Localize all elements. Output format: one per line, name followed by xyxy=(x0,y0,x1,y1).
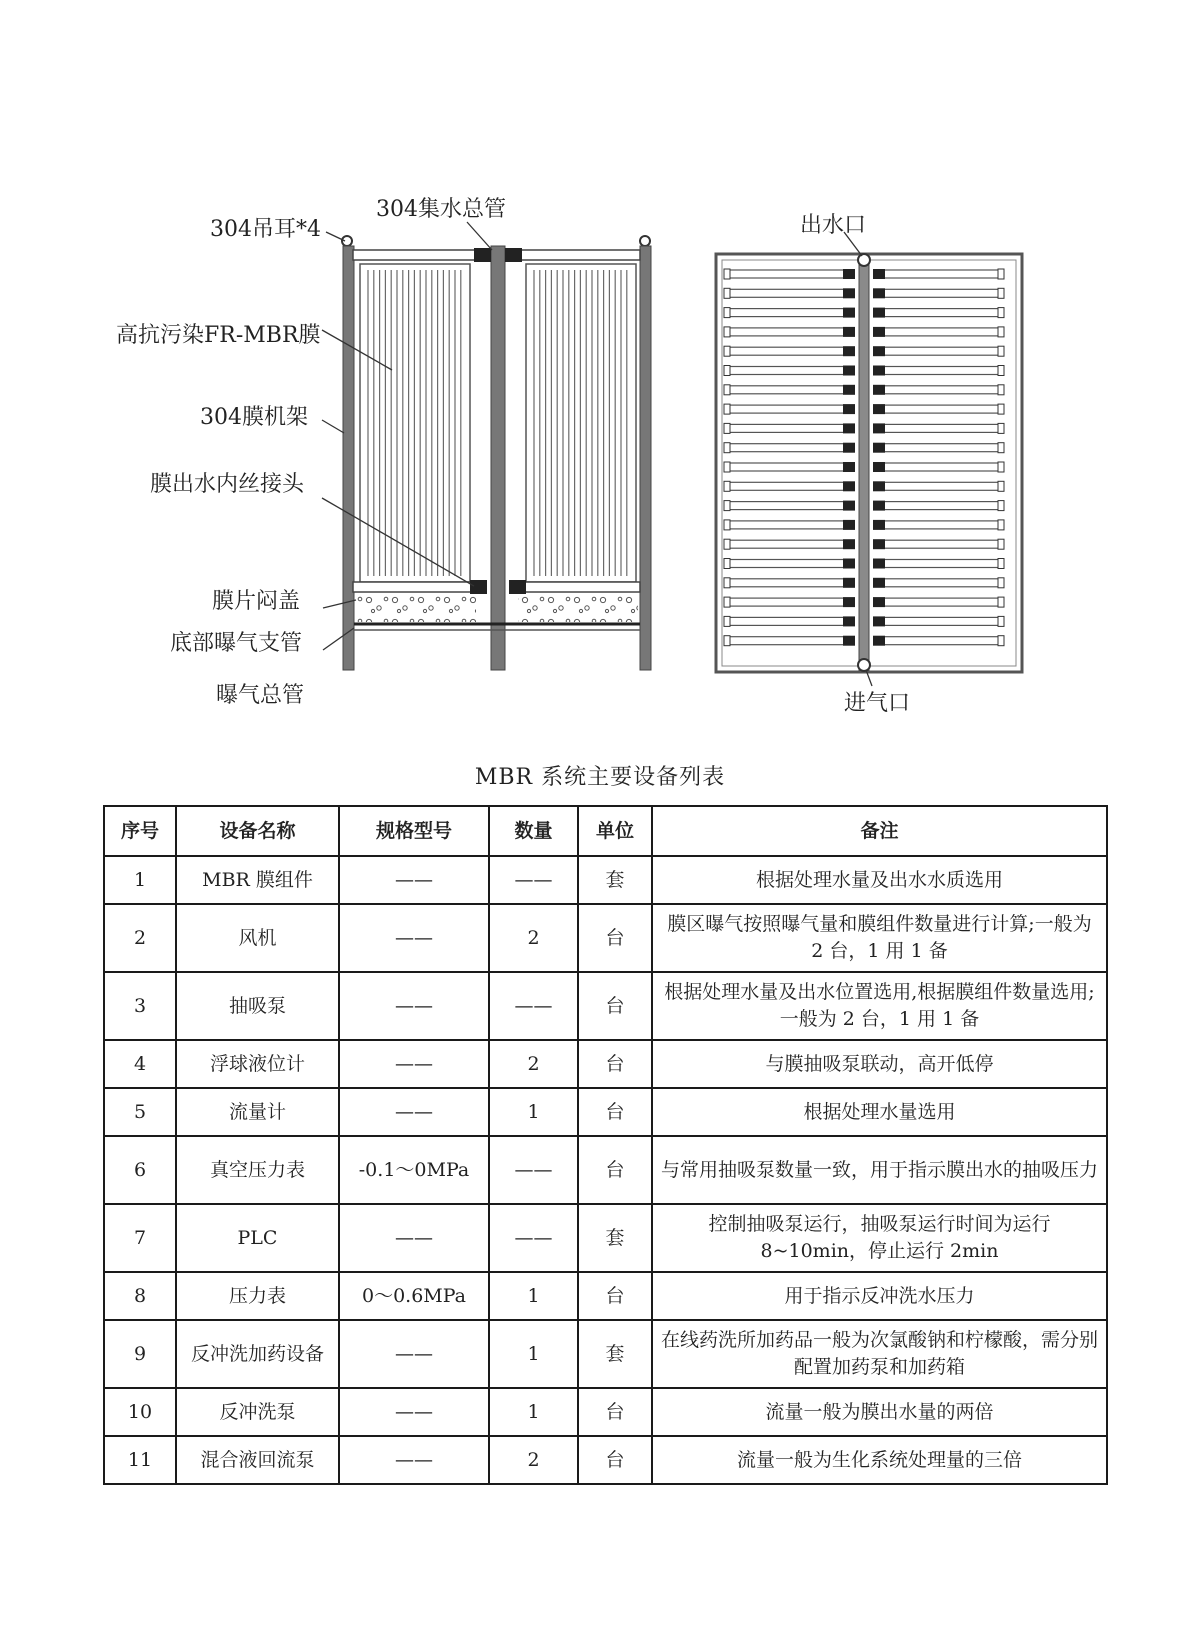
side-end-cap xyxy=(724,269,730,279)
label-collector-pipe: 304集水总管 xyxy=(376,197,506,222)
label-outlet-joint: 膜出水内丝接头 xyxy=(150,472,305,497)
side-joint-right xyxy=(873,346,885,356)
cell-index: 10 xyxy=(104,1388,176,1436)
bottom-header-left xyxy=(353,582,478,592)
cell-quantity: 1 xyxy=(489,1388,578,1436)
cell-model: —— xyxy=(339,904,489,972)
table-row xyxy=(104,1388,1107,1436)
cell-unit: 套 xyxy=(578,1204,652,1272)
side-end-cap xyxy=(724,616,730,626)
header-unit: 单位 xyxy=(578,806,652,856)
cell-quantity: 2 xyxy=(489,1436,578,1484)
cell-equipment-name: PLC xyxy=(176,1204,339,1272)
side-joint-left xyxy=(843,520,855,530)
table-row xyxy=(104,1320,1107,1388)
collector-joint-right xyxy=(505,248,522,262)
center-collector xyxy=(859,258,869,670)
side-end-cap xyxy=(998,404,1004,414)
cell-remarks: 在线药洗所加药品一般为次氯酸钠和柠檬酸，需分别配置加药泵和加药箱 xyxy=(652,1320,1107,1388)
side-end-cap xyxy=(998,346,1004,356)
side-end-cap xyxy=(998,366,1004,376)
side-joint-right xyxy=(873,462,885,472)
cell-model: —— xyxy=(339,1388,489,1436)
side-membrane-row-right xyxy=(878,521,1002,529)
side-membrane-row-right xyxy=(878,579,1002,587)
cell-index: 9 xyxy=(104,1320,176,1388)
side-membrane-row-right xyxy=(878,386,1002,394)
aeration-bubbles-right xyxy=(518,594,638,622)
side-end-cap xyxy=(998,443,1004,453)
cell-remarks: 根据处理水量及出水位置选用,根据膜组件数量选用;一般为 2 台，1 用 1 备 xyxy=(652,972,1107,1040)
table-row xyxy=(104,1436,1107,1484)
side-membrane-row-left xyxy=(726,521,850,529)
side-joint-right xyxy=(873,366,885,376)
side-joint-right xyxy=(873,443,885,453)
label-aeration-branch: 底部曝气支管 xyxy=(170,631,303,656)
cell-index: 5 xyxy=(104,1088,176,1136)
side-joint-right xyxy=(873,423,885,433)
side-joint-left xyxy=(843,616,855,626)
cell-remarks: 与常用抽吸泵数量一致，用于指示膜出水的抽吸压力 xyxy=(652,1136,1107,1204)
header-quantity: 数量 xyxy=(489,806,578,856)
side-end-cap xyxy=(724,462,730,472)
cell-index: 8 xyxy=(104,1272,176,1320)
label-water-outlet: 出水口 xyxy=(800,213,867,238)
frame-post-right xyxy=(640,246,651,670)
side-end-cap xyxy=(998,520,1004,530)
table-row xyxy=(104,904,1107,972)
side-membrane-row-right xyxy=(878,598,1002,606)
side-membrane-row-left xyxy=(726,444,850,452)
cell-remarks: 流量一般为生化系统处理量的三倍 xyxy=(652,1436,1107,1484)
label-aeration-main: 曝气总管 xyxy=(216,683,305,708)
side-end-cap xyxy=(724,308,730,318)
table-row xyxy=(104,972,1107,1040)
side-end-cap xyxy=(998,616,1004,626)
side-end-cap xyxy=(998,539,1004,549)
side-joint-right xyxy=(873,578,885,588)
side-membrane-row-right xyxy=(878,617,1002,625)
cell-quantity: —— xyxy=(489,856,578,904)
cell-unit: 套 xyxy=(578,1320,652,1388)
side-joint-left xyxy=(843,385,855,395)
side-membrane-row-right xyxy=(878,328,1002,336)
cell-unit: 台 xyxy=(578,972,652,1040)
side-joint-left xyxy=(843,404,855,414)
side-membrane-row-right xyxy=(878,637,1002,645)
cell-remarks: 流量一般为膜出水量的两倍 xyxy=(652,1388,1107,1436)
side-joint-right xyxy=(873,308,885,318)
side-joint-right xyxy=(873,269,885,279)
label-membrane: 高抗污染FR-MBR膜 xyxy=(116,323,321,348)
side-joint-left xyxy=(843,597,855,607)
side-joint-right xyxy=(873,539,885,549)
side-end-cap xyxy=(998,385,1004,395)
side-joint-left xyxy=(843,578,855,588)
side-joint-left xyxy=(843,501,855,511)
cell-equipment-name: 风机 xyxy=(176,904,339,972)
side-joint-right xyxy=(873,327,885,337)
side-end-cap xyxy=(724,578,730,588)
side-end-cap xyxy=(998,423,1004,433)
side-membrane-row-left xyxy=(726,289,850,297)
side-joint-left xyxy=(843,288,855,298)
side-end-cap xyxy=(998,462,1004,472)
side-end-cap xyxy=(724,366,730,376)
cell-quantity: —— xyxy=(489,972,578,1040)
side-end-cap xyxy=(724,597,730,607)
side-joint-left xyxy=(843,481,855,491)
cell-remarks: 用于指示反冲洗水压力 xyxy=(652,1272,1107,1320)
table-row xyxy=(104,1040,1107,1088)
cell-model: —— xyxy=(339,1320,489,1388)
cell-index: 11 xyxy=(104,1436,176,1484)
cell-unit: 台 xyxy=(578,1040,652,1088)
cell-quantity: 1 xyxy=(489,1088,578,1136)
cell-equipment-name: 反冲洗泵 xyxy=(176,1388,339,1436)
side-joint-left xyxy=(843,366,855,376)
cell-unit: 台 xyxy=(578,1088,652,1136)
side-membrane-row-left xyxy=(726,309,850,317)
cell-model: —— xyxy=(339,1436,489,1484)
side-membrane-row-left xyxy=(726,598,850,606)
side-end-cap xyxy=(998,636,1004,646)
cell-equipment-name: 混合液回流泵 xyxy=(176,1436,339,1484)
side-joint-right xyxy=(873,520,885,530)
cell-model: -0.1～0MPa xyxy=(339,1136,489,1204)
side-end-cap xyxy=(724,539,730,549)
side-joint-right xyxy=(873,404,885,414)
side-joint-left xyxy=(843,462,855,472)
frame-post-left xyxy=(343,246,354,670)
outlet-joint-left xyxy=(470,580,487,594)
table-row xyxy=(104,1204,1107,1272)
side-end-cap xyxy=(724,559,730,569)
bottom-header-right xyxy=(515,582,640,592)
side-membrane-row-left xyxy=(726,386,850,394)
table-row xyxy=(104,856,1107,904)
cell-remarks: 根据处理水量及出水水质选用 xyxy=(652,856,1107,904)
side-end-cap xyxy=(724,481,730,491)
label-membrane-frame: 304膜机架 xyxy=(200,405,308,430)
table-header-row xyxy=(104,806,1107,856)
side-joint-left xyxy=(843,327,855,337)
side-view xyxy=(716,232,1022,686)
side-joint-right xyxy=(873,559,885,569)
side-membrane-row-right xyxy=(878,289,1002,297)
header-index: 序号 xyxy=(104,806,176,856)
cell-remarks: 与膜抽吸泵联动，高开低停 xyxy=(652,1040,1107,1088)
side-membrane-row-right xyxy=(878,270,1002,278)
side-membrane-row-left xyxy=(726,560,850,568)
side-end-cap xyxy=(724,423,730,433)
cell-quantity: 2 xyxy=(489,904,578,972)
cell-quantity: 1 xyxy=(489,1320,578,1388)
side-end-cap xyxy=(724,636,730,646)
frame-post-center xyxy=(491,246,505,670)
aeration-bubbles-left xyxy=(356,594,476,622)
side-end-cap xyxy=(998,559,1004,569)
side-end-cap xyxy=(724,501,730,511)
side-end-cap xyxy=(724,404,730,414)
collector-joint-left xyxy=(474,248,491,262)
collector-pipe-right xyxy=(515,250,640,260)
side-joint-left xyxy=(843,559,855,569)
cell-index: 6 xyxy=(104,1136,176,1204)
side-membrane-row-left xyxy=(726,405,850,413)
side-joint-right xyxy=(873,501,885,511)
side-end-cap xyxy=(724,443,730,453)
side-membrane-row-left xyxy=(726,367,850,375)
side-end-cap xyxy=(998,501,1004,511)
cell-unit: 套 xyxy=(578,856,652,904)
label-air-inlet: 进气口 xyxy=(844,691,911,716)
cell-index: 1 xyxy=(104,856,176,904)
cell-equipment-name: 抽吸泵 xyxy=(176,972,339,1040)
cell-equipment-name: 浮球液位计 xyxy=(176,1040,339,1088)
side-membrane-row-left xyxy=(726,579,850,587)
cell-quantity: —— xyxy=(489,1204,578,1272)
cell-quantity: 2 xyxy=(489,1040,578,1088)
side-joint-left xyxy=(843,539,855,549)
water-outlet-icon xyxy=(858,254,870,266)
table-row xyxy=(104,1088,1107,1136)
cell-model: —— xyxy=(339,1040,489,1088)
side-membrane-row-right xyxy=(878,560,1002,568)
front-view xyxy=(322,222,651,670)
lifting-ear-right xyxy=(640,236,650,246)
side-joint-right xyxy=(873,385,885,395)
side-membrane-row-right xyxy=(878,405,1002,413)
cell-index: 4 xyxy=(104,1040,176,1088)
side-joint-right xyxy=(873,636,885,646)
side-end-cap xyxy=(998,308,1004,318)
header-remarks: 备注 xyxy=(652,806,1107,856)
cell-unit: 台 xyxy=(578,1388,652,1436)
side-end-cap xyxy=(998,269,1004,279)
side-end-cap xyxy=(998,481,1004,491)
air-inlet-icon xyxy=(858,659,870,671)
header-equipment-name: 设备名称 xyxy=(176,806,339,856)
table-caption: MBR 系统主要设备列表 xyxy=(474,765,726,790)
table-body xyxy=(104,856,1107,1484)
side-membrane-row-right xyxy=(878,309,1002,317)
side-end-cap xyxy=(724,288,730,298)
cell-quantity: —— xyxy=(489,1136,578,1204)
label-lifting-ear: 304吊耳*4 xyxy=(210,217,321,242)
cell-index: 7 xyxy=(104,1204,176,1272)
side-end-cap xyxy=(724,327,730,337)
cell-remarks: 控制抽吸泵运行，抽吸泵运行时间为运行8~10min，停止运行 2min xyxy=(652,1204,1107,1272)
side-end-cap xyxy=(724,385,730,395)
cell-equipment-name: 流量计 xyxy=(176,1088,339,1136)
cell-model: —— xyxy=(339,1088,489,1136)
side-joint-right xyxy=(873,597,885,607)
outlet-joint-right xyxy=(509,580,526,594)
side-membrane-row-left xyxy=(726,328,850,336)
side-membrane-row-right xyxy=(878,463,1002,471)
mbr-module-diagram xyxy=(0,0,1200,740)
cell-equipment-name: 反冲洗加药设备 xyxy=(176,1320,339,1388)
side-membrane-row-right xyxy=(878,347,1002,355)
side-joint-right xyxy=(873,481,885,491)
cell-equipment-name: 压力表 xyxy=(176,1272,339,1320)
side-joint-left xyxy=(843,269,855,279)
cell-model: 0～0.6MPa xyxy=(339,1272,489,1320)
cell-equipment-name: 真空压力表 xyxy=(176,1136,339,1204)
side-membrane-row-right xyxy=(878,367,1002,375)
side-membrane-row-right xyxy=(878,540,1002,548)
side-membrane-row-left xyxy=(726,502,850,510)
side-joint-right xyxy=(873,616,885,626)
side-joint-left xyxy=(843,443,855,453)
side-end-cap xyxy=(998,288,1004,298)
cell-unit: 台 xyxy=(578,1136,652,1204)
side-joint-left xyxy=(843,423,855,433)
cell-unit: 台 xyxy=(578,904,652,972)
cell-model: —— xyxy=(339,1204,489,1272)
collector-pipe-left xyxy=(353,250,478,260)
side-membrane-row-left xyxy=(726,637,850,645)
cell-equipment-name: MBR 膜组件 xyxy=(176,856,339,904)
side-membrane-row-left xyxy=(726,347,850,355)
label-sheet-cap: 膜片闷盖 xyxy=(212,589,301,614)
side-membrane-row-right xyxy=(878,502,1002,510)
equipment-table xyxy=(103,805,1108,1485)
side-membrane-row-right xyxy=(878,444,1002,452)
side-end-cap xyxy=(724,346,730,356)
side-end-cap xyxy=(724,520,730,530)
side-membrane-row-left xyxy=(726,463,850,471)
cell-index: 3 xyxy=(104,972,176,1040)
side-end-cap xyxy=(998,578,1004,588)
side-membrane-row-right xyxy=(878,482,1002,490)
side-membrane-row-left xyxy=(726,424,850,432)
cell-model: —— xyxy=(339,972,489,1040)
cell-remarks: 根据处理水量选用 xyxy=(652,1088,1107,1136)
table-row xyxy=(104,1136,1107,1204)
header-model: 规格型号 xyxy=(339,806,489,856)
side-end-cap xyxy=(998,327,1004,337)
cell-index: 2 xyxy=(104,904,176,972)
side-joint-left xyxy=(843,346,855,356)
cell-remarks: 膜区曝气按照曝气量和膜组件数量进行计算;一般为 2 台，1 用 1 备 xyxy=(652,904,1107,972)
side-membrane-row-left xyxy=(726,482,850,490)
side-membrane-row-left xyxy=(726,617,850,625)
side-membrane-row-left xyxy=(726,270,850,278)
side-joint-right xyxy=(873,288,885,298)
side-end-cap xyxy=(998,597,1004,607)
cell-model: —— xyxy=(339,856,489,904)
side-membrane-row-right xyxy=(878,424,1002,432)
side-joint-left xyxy=(843,308,855,318)
side-membrane-row-left xyxy=(726,540,850,548)
cell-quantity: 1 xyxy=(489,1272,578,1320)
cell-unit: 台 xyxy=(578,1436,652,1484)
table-row xyxy=(104,1272,1107,1320)
side-joint-left xyxy=(843,636,855,646)
cell-unit: 台 xyxy=(578,1272,652,1320)
